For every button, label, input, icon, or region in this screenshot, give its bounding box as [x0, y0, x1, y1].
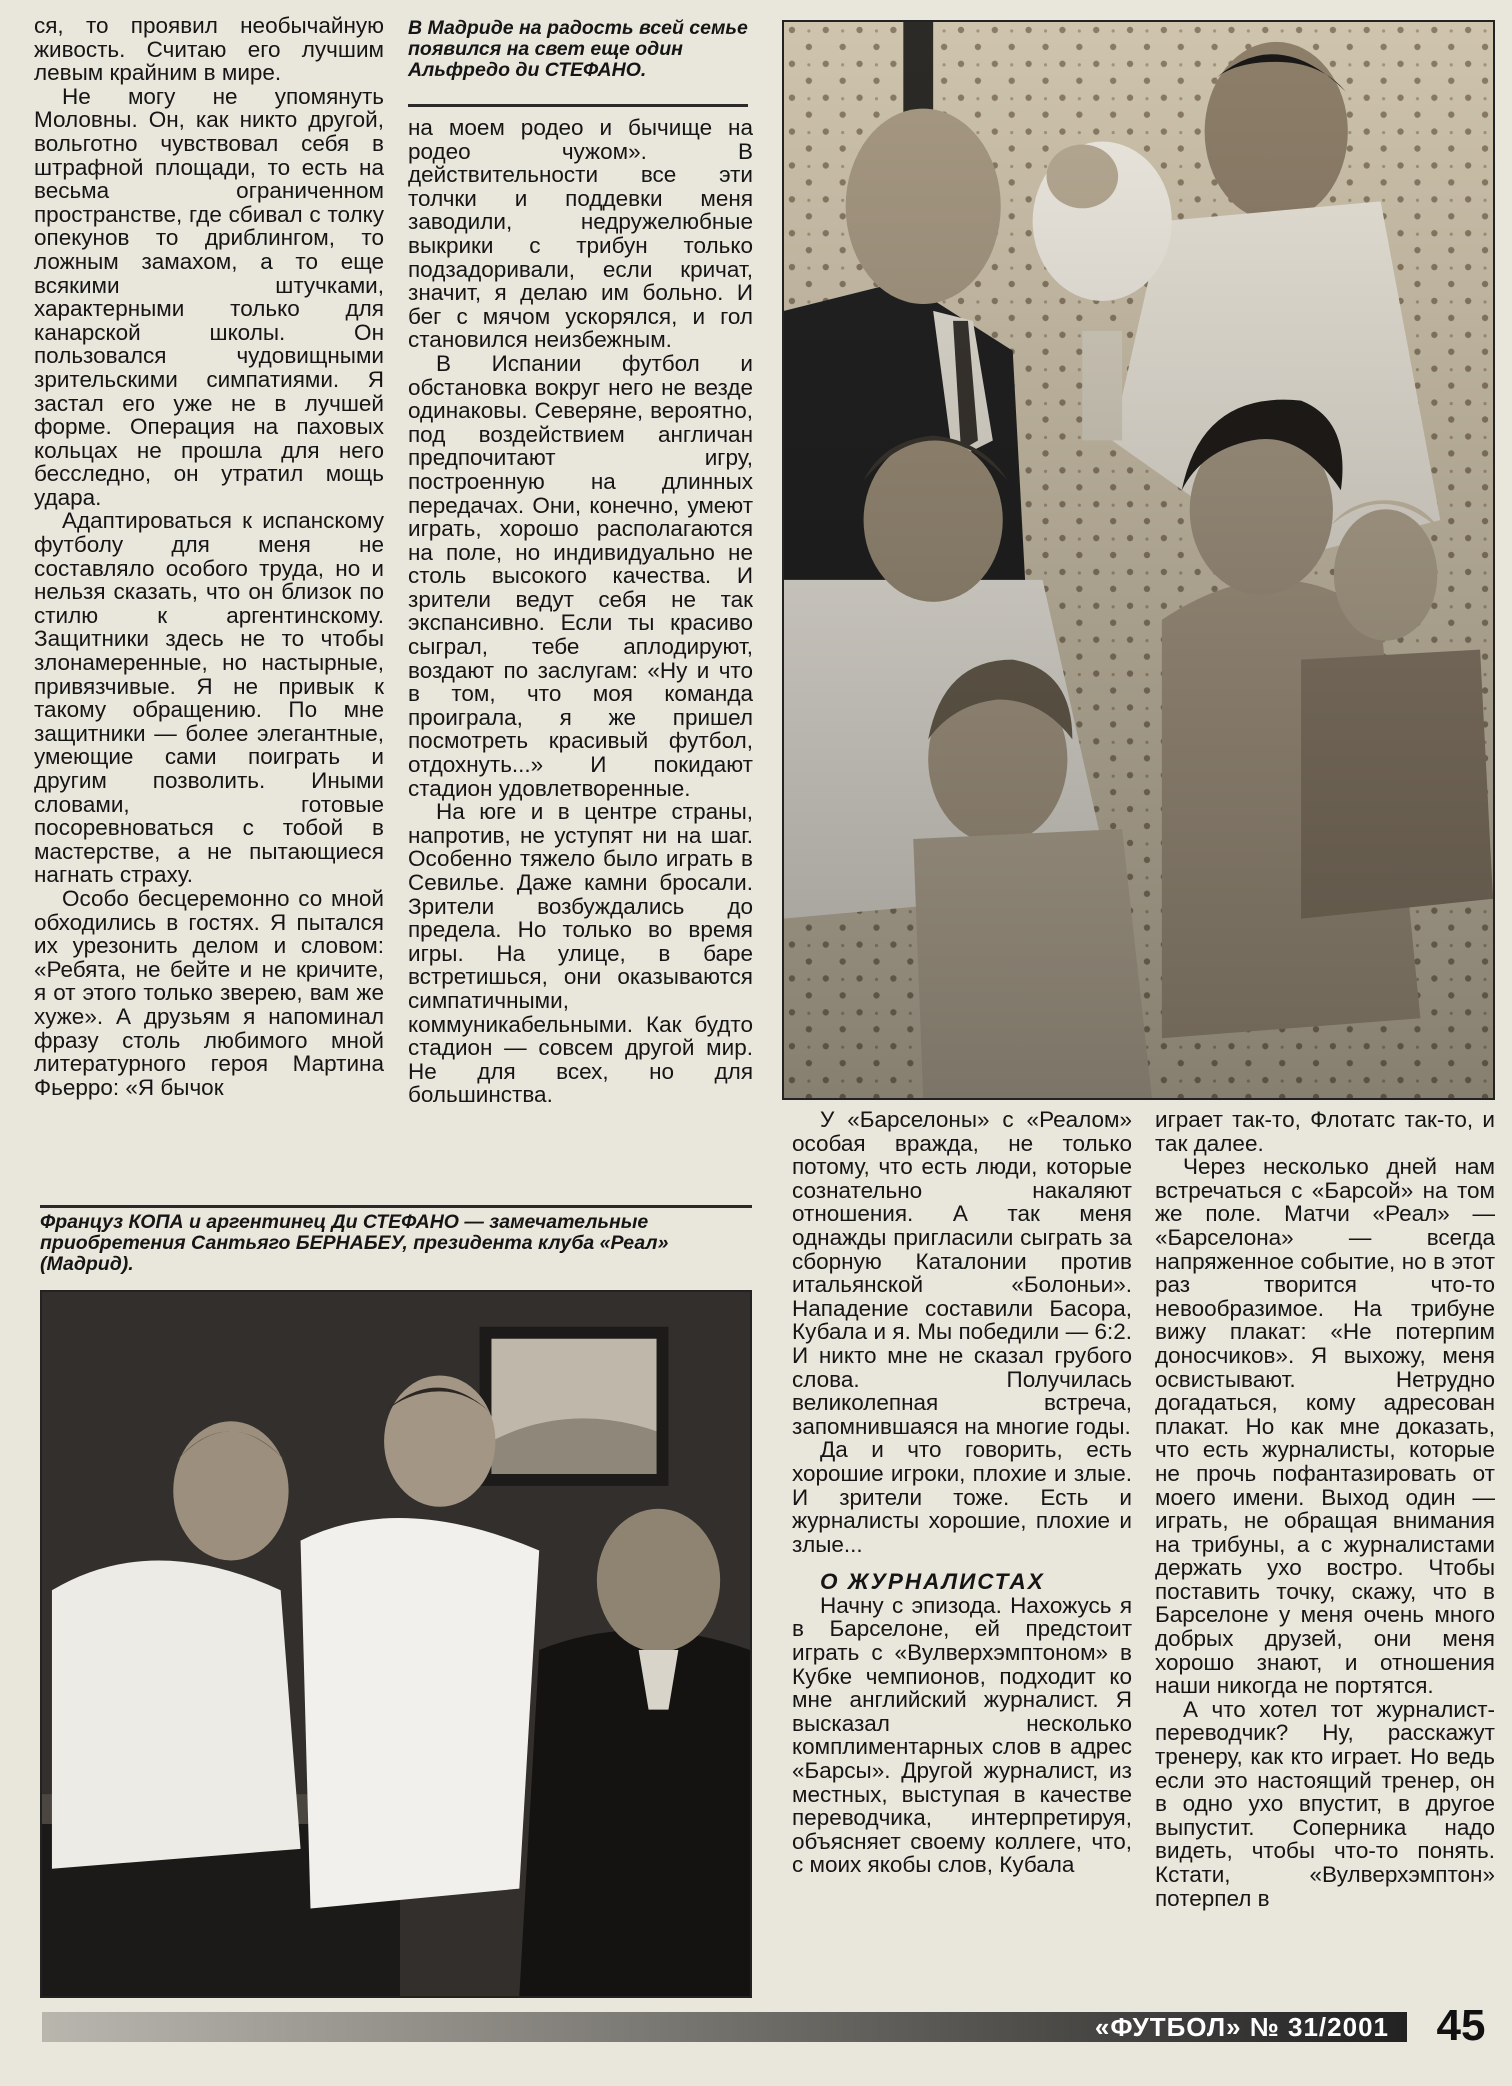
bottom-photo-caption: Француз КОПА и аргентинец Ди СТЕФАНО — замечательные приобретения Сантьяго БЕРНАБЕУ, президента клуба «Реал» (Мадрид). — [40, 1211, 669, 1275]
family-photo-caption: В Мадриде на радость всей семье появился на свет еще один Альфредо ди СТЕФАНО. — [408, 17, 748, 81]
publication-title: «ФУТБОЛ» № 31/2001 — [1094, 2012, 1389, 2042]
bottom-caption-rule — [40, 1205, 752, 1208]
family-photo — [782, 20, 1495, 1100]
players-photo — [40, 1290, 752, 1998]
paragraph: Адаптироваться к испанскому футболу для меня не составляло особого труда, но и нельзя сказать, что он близок по стилю к аргентинскому. Защитники здесь не то чтобы злонамеренные, но настырные, привязчивые. Я не привык к такому обращению. По мне защитники — более элегантные, умеющие сами поиграть и другим позволить. Иными словами, готовые посоревноваться с тобой в мастерстве, а не пытающиеся нагнать страху. — [34, 508, 384, 888]
paragraph: Начну с эпизода. Нахожусь я в Барселоне, ей предстоит играть с «Вулверхэмптоном» в Кубке чемпионов, подходит ко мне английский журналист. Я высказал несколько комплиментарных слов в адрес «Барсы». Другой журналист, из местных, выступая в качестве переводчика, интерпретируя, объясняет своему коллеге, что, с моих якобы слов, Кубала — [792, 1592, 1132, 1878]
paragraph: У «Барселоны» с «Реалом» особая вражда, не только потому, что есть люди, которые сознательно накаляют отношения. А так меня однажды пригласили сыграть за сборную Каталонии против итальянской «Болоньи». Нападение составили Басора, Кубала и я. Мы победили — 6:2. И никто мне не сказал грубого слова. Получилась великолепная встреча, запомнившаяся на многие годы. — [792, 1107, 1132, 1439]
article-column-3 — [792, 1108, 1132, 1877]
caption-rule — [408, 104, 748, 107]
paragraph: играет так-то, Флотатс так-то, и так далее. — [1155, 1107, 1495, 1156]
paragraph: Через несколько дней нам встречаться с «Барсой» на том же поле. Матчи «Реал» — «Барселона» — всегда напряженное событие, но в этот раз творится что-то невообразимое. На трибуне вижу плакат: «Не потерпим доносчиков». Я выхожу, меня освистывают. Нетрудно догадаться, кому адресован плакат. Но как мне доказать, что есть журналисты, которые не прочь пофантазировать от моего имени. Выход один — играть, не обращая внимания на трибуны, а с журналистами держать ухо востро. Чтобы поставить точку, скажу, что в Барселоне у меня очень много добрых друзей, они меня хорошо знают, и отношения наши никогда не портятся. — [1155, 1154, 1495, 1699]
paragraph: Особо бесцеремонно со мной обходились в гостях. Я пытался их урезонить делом и словом: «Ребята, не бейте и не кричите, я от этого только зверею, вам же хуже». А друзьям я напоминал фразу столь любимого мной литературного героя Мартина Фьерро: «Я бычок — [34, 885, 384, 1100]
article-column-4 — [1155, 1108, 1495, 1910]
paragraph: В Испании футбол и обстановка вокруг него не везде одинаковы. Северяне, вероятно, под воздействием англичан предпочитают игру, построенную на длинных передачах. Они, конечно, умеют играть, хорошо располагаются на поле, но индивидуально не столь высокого качества. И зрители ведут себя не так экспансивно. Если ты красиво сыграл, тебе аплодируют, воздают по заслугам: «Ну и что в том, что моя команда проиграла, я же пришел посмотреть красивый футбол, отдохнуть...» И покидают стадион удовлетворенные. — [408, 350, 753, 801]
paragraph: на моем родео и бычище на родео чужом». В действительности все эти толчки и поддевки меня заводили, недружелюбные выкрики с трибун только подзадоривали, если кричат, значит, я делаю им больно. И бег с мячом ускорялся, и гол становился неизбежным. — [408, 115, 753, 353]
paragraph: А что хотел тот журналист-переводчик? Ну, расскажут тренеру, как кто играет. Но ведь если это настоящий тренер, он в одно ухо впустит, в другое выпустит. Соперника надо видеть, чтобы что-то понять. Кстати, «Вулверхэмптон» потерпел в — [1155, 1696, 1495, 1911]
article-column-2 — [408, 116, 753, 1107]
article-column-1 — [34, 14, 384, 1099]
paragraph: ся, то проявил необычайную живость. Считаю его лучшим левым крайним в мире. — [34, 13, 384, 86]
paragraph: Не могу не упомянуть Моловны. Он, как никто другой, вольготно чувствовал себя в штрафной площади, то есть на весьма ограниченном пространстве, где сбивал с толку опекунов то дриблингом, то ложным замахом, а то еще всякими штучками, характерными только для канарской школы. Он пользовался чудовищными зрительскими симпатиями. Я застал его уже не в лучшей форме. Операция на паховых кольцах не прошла для него бесследно, он утратил мощь удара. — [34, 83, 384, 510]
footer-bar — [42, 2012, 1407, 2042]
paragraph: Да и что говорить, есть хорошие игроки, плохие и злые. И зрители тоже. Есть и журналисты хорошие, плохие и злые... — [792, 1437, 1132, 1557]
section-subheading: О ЖУРНАЛИСТАХ — [820, 1569, 1045, 1595]
paragraph: На юге и в центре страны, напротив, не уступят ни на шаг. Особенно тяжело было играть в Севилье. Даже камни бросали. Зрители возбуждались до предела. Но только во время игры. На улице, в баре встретишься, они оказываются симпатичными, коммуникабельными. Как будто стадион — совсем другой мир. Не для всех, но для большинства. — [408, 799, 753, 1108]
page-number: 45 — [1436, 2001, 1486, 2050]
